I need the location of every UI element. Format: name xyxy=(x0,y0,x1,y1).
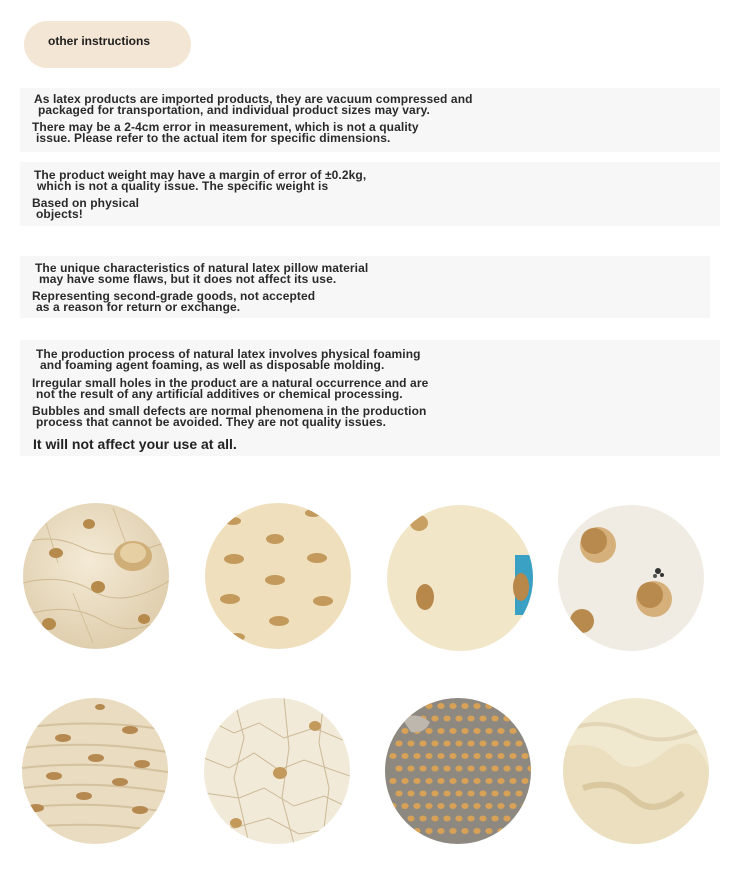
other-instructions-badge xyxy=(24,21,191,68)
text-line: The product weight may have a margin of error of ±0.2kg, xyxy=(34,168,367,182)
text-line: Based on physical xyxy=(32,196,140,210)
text-line: and foaming agent foaming, as well as disposable molding. xyxy=(40,358,385,372)
text-line: may have some flaws, but it does not affect its use. xyxy=(39,272,337,286)
latex-sample-grey-perforated xyxy=(385,698,531,844)
latex-sample-edge-holes xyxy=(387,505,533,651)
text-line: which is not a quality issue. The specific weight is xyxy=(37,179,329,193)
text-line: as a reason for return or exchange. xyxy=(36,300,241,314)
text-line: Bubbles and small defects are normal phenomena in the production xyxy=(32,404,427,418)
text-line: Representing second-grade goods, not accepted xyxy=(32,289,316,303)
latex-sample-closeup-holes xyxy=(558,505,704,651)
latex-sample-cracked-surface xyxy=(204,698,350,844)
emphasis-statement: It will not affect your use at all. xyxy=(33,436,237,452)
badge-label: other instructions xyxy=(48,34,151,48)
latex-sample-rough-surface xyxy=(563,698,709,844)
text-line: As latex products are imported products, they are vacuum compressed and xyxy=(34,92,473,106)
text-line: objects! xyxy=(36,207,83,221)
text-line: There may be a 2-4cm error in measurement, which is not a quality xyxy=(32,120,419,134)
text-line: process that cannot be avoided. They are not quality issues. xyxy=(36,415,387,429)
text-line: not the result of any artificial additives or chemical processing. xyxy=(36,387,403,401)
text-line: packaged for transportation, and individual product sizes may vary. xyxy=(38,103,430,117)
latex-sample-textured-holes xyxy=(22,698,168,844)
text-line: issue. Please refer to the actual item for specific dimensions. xyxy=(36,131,391,145)
text-line: Irregular small holes in the product are a natural occurrence and are xyxy=(32,376,429,390)
latex-sample-wrinkled-large-hole xyxy=(23,503,169,649)
latex-sample-smooth-holes xyxy=(205,503,351,649)
text-line: The production process of natural latex involves physical foaming xyxy=(36,347,421,361)
text-line: The unique characteristics of natural latex pillow material xyxy=(35,261,369,275)
